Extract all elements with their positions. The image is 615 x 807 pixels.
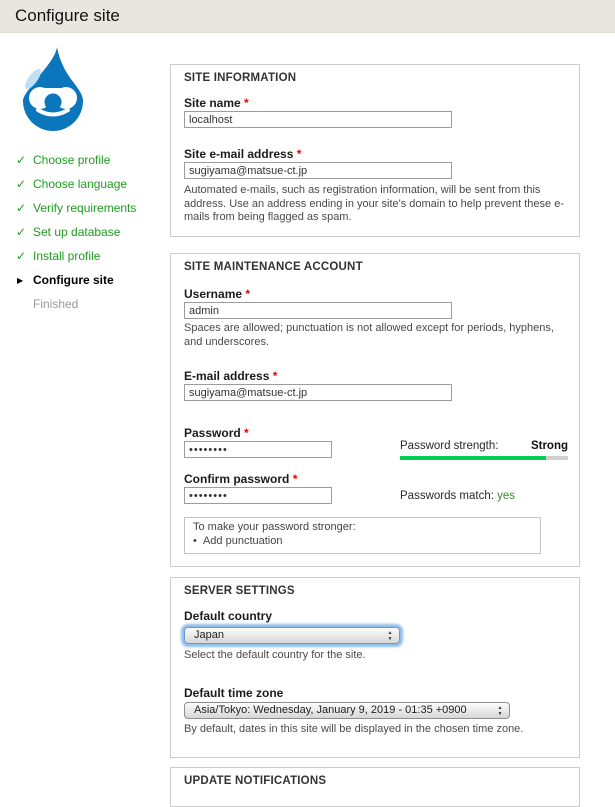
task-choose-profile: [16, 150, 166, 170]
passwords-match-status: [400, 473, 568, 504]
password-field-group: [184, 427, 344, 460]
site-maintenance-account-fieldset: [170, 253, 580, 567]
task-finished: [16, 294, 166, 314]
default-country-field-group: [184, 610, 566, 663]
task-label: Finished: [33, 297, 79, 311]
username-input[interactable]: [184, 302, 452, 319]
check-icon: ✓: [16, 249, 27, 263]
password-tips-title: To make your password stronger:: [193, 521, 356, 533]
site-email-field-group: [184, 148, 566, 225]
drupal-logo-icon: [13, 46, 93, 132]
password-strength-bar: [400, 456, 568, 460]
task-label: Set up database: [33, 225, 121, 239]
password-input[interactable]: [184, 441, 332, 458]
confirm-password-input[interactable]: [184, 487, 332, 504]
site-information-fieldset: [170, 64, 580, 237]
confirm-password-field-group: [184, 473, 344, 504]
default-timezone-field-group: [184, 687, 566, 737]
label-text: Site name: [184, 96, 241, 110]
password-strength-bar-fill: [400, 456, 546, 460]
task-verify-requirements: [16, 198, 166, 218]
confirm-password-row: [184, 473, 568, 504]
default-timezone-select[interactable]: [184, 702, 510, 719]
default-country-description: Select the default country for the site.: [184, 649, 366, 661]
task-label: Configure site: [33, 273, 114, 287]
select-arrows-icon: ▲ ▼: [387, 630, 393, 642]
password-strength-value: Strong: [530, 440, 568, 452]
account-email-label: [184, 370, 566, 382]
password-label: [184, 427, 344, 439]
label-text: E-mail address: [184, 369, 270, 383]
default-country-label: Default country: [184, 609, 273, 623]
label-text: Password: [184, 426, 241, 440]
passwords-match-value: yes: [497, 490, 516, 502]
task-install-profile: [16, 246, 166, 266]
required-marker: *: [296, 147, 302, 161]
password-tip-item: • Add punctuation: [193, 535, 532, 548]
default-timezone-label: Default time zone: [184, 685, 284, 700]
username-label: [184, 288, 566, 300]
account-email-field-group: [184, 370, 566, 401]
selected-country-value: Japan: [194, 629, 224, 641]
label-text: Site e-mail address: [184, 147, 294, 161]
page-header: [0, 0, 615, 33]
installer-task-list: [16, 150, 166, 318]
check-icon: ✓: [16, 201, 27, 215]
fieldset-legend: SERVER SETTINGS: [184, 585, 295, 597]
username-description: Spaces are allowed; punctuation is not allowed except for periods, hyphens, and underscores.: [184, 322, 554, 348]
default-timezone-description: By default, dates in this site will be displayed in the chosen time zone.: [184, 722, 524, 735]
check-icon: ✓: [16, 225, 27, 239]
task-label: Choose profile: [33, 153, 111, 167]
task-choose-language: [16, 174, 166, 194]
task-label: Verify requirements: [33, 201, 137, 215]
required-marker: *: [244, 96, 249, 110]
check-icon: ✓: [16, 177, 27, 191]
site-email-label: [184, 148, 566, 160]
check-icon: ✓: [16, 153, 27, 167]
select-arrows-icon: ▲ ▼: [497, 704, 503, 717]
label-text: Confirm password: [184, 472, 290, 486]
password-strength-indicator: [400, 427, 568, 460]
server-settings-fieldset: [170, 577, 580, 758]
site-email-input[interactable]: [184, 162, 452, 179]
fieldset-legend: SITE INFORMATION: [184, 72, 297, 84]
page-title: Configure site: [15, 6, 120, 25]
password-tips-list: [193, 535, 532, 548]
arrow-right-icon: ▶: [17, 275, 24, 285]
password-tips-box: [184, 517, 541, 554]
selected-timezone-value: Asia/Tokyo: Wednesday, January 9, 2019 - 01:35 +0900: [194, 703, 467, 716]
required-marker: *: [244, 426, 249, 440]
default-country-select[interactable]: [184, 627, 400, 644]
password-strength-label: Password strength:: [400, 440, 499, 452]
password-row: [184, 427, 568, 460]
account-email-input[interactable]: [184, 384, 452, 401]
username-field-group: [184, 288, 566, 349]
site-email-description: Automated e-mails, such as registration information, will be sent from this address. Use an address ending in your site's domain to help prevent these e-mails from being flagged as spam.: [184, 184, 564, 223]
fieldset-legend: SITE MAINTENANCE ACCOUNT: [184, 261, 363, 273]
confirm-password-label: [184, 473, 344, 485]
site-name-input[interactable]: [184, 111, 452, 128]
update-notifications-fieldset: [170, 767, 580, 807]
task-label: Install profile: [33, 249, 101, 263]
passwords-match-label: Passwords match:: [400, 490, 494, 502]
label-text: Username: [184, 287, 243, 301]
task-label: Choose language: [33, 177, 128, 191]
task-set-up-database: [16, 222, 166, 242]
required-marker: *: [245, 287, 251, 301]
site-name-field-group: [184, 97, 566, 128]
site-name-label: [184, 97, 566, 109]
required-marker: *: [292, 472, 298, 486]
fieldset-legend: UPDATE NOTIFICATIONS: [184, 775, 327, 787]
task-configure-site-current: [16, 270, 166, 290]
required-marker: *: [272, 369, 278, 383]
